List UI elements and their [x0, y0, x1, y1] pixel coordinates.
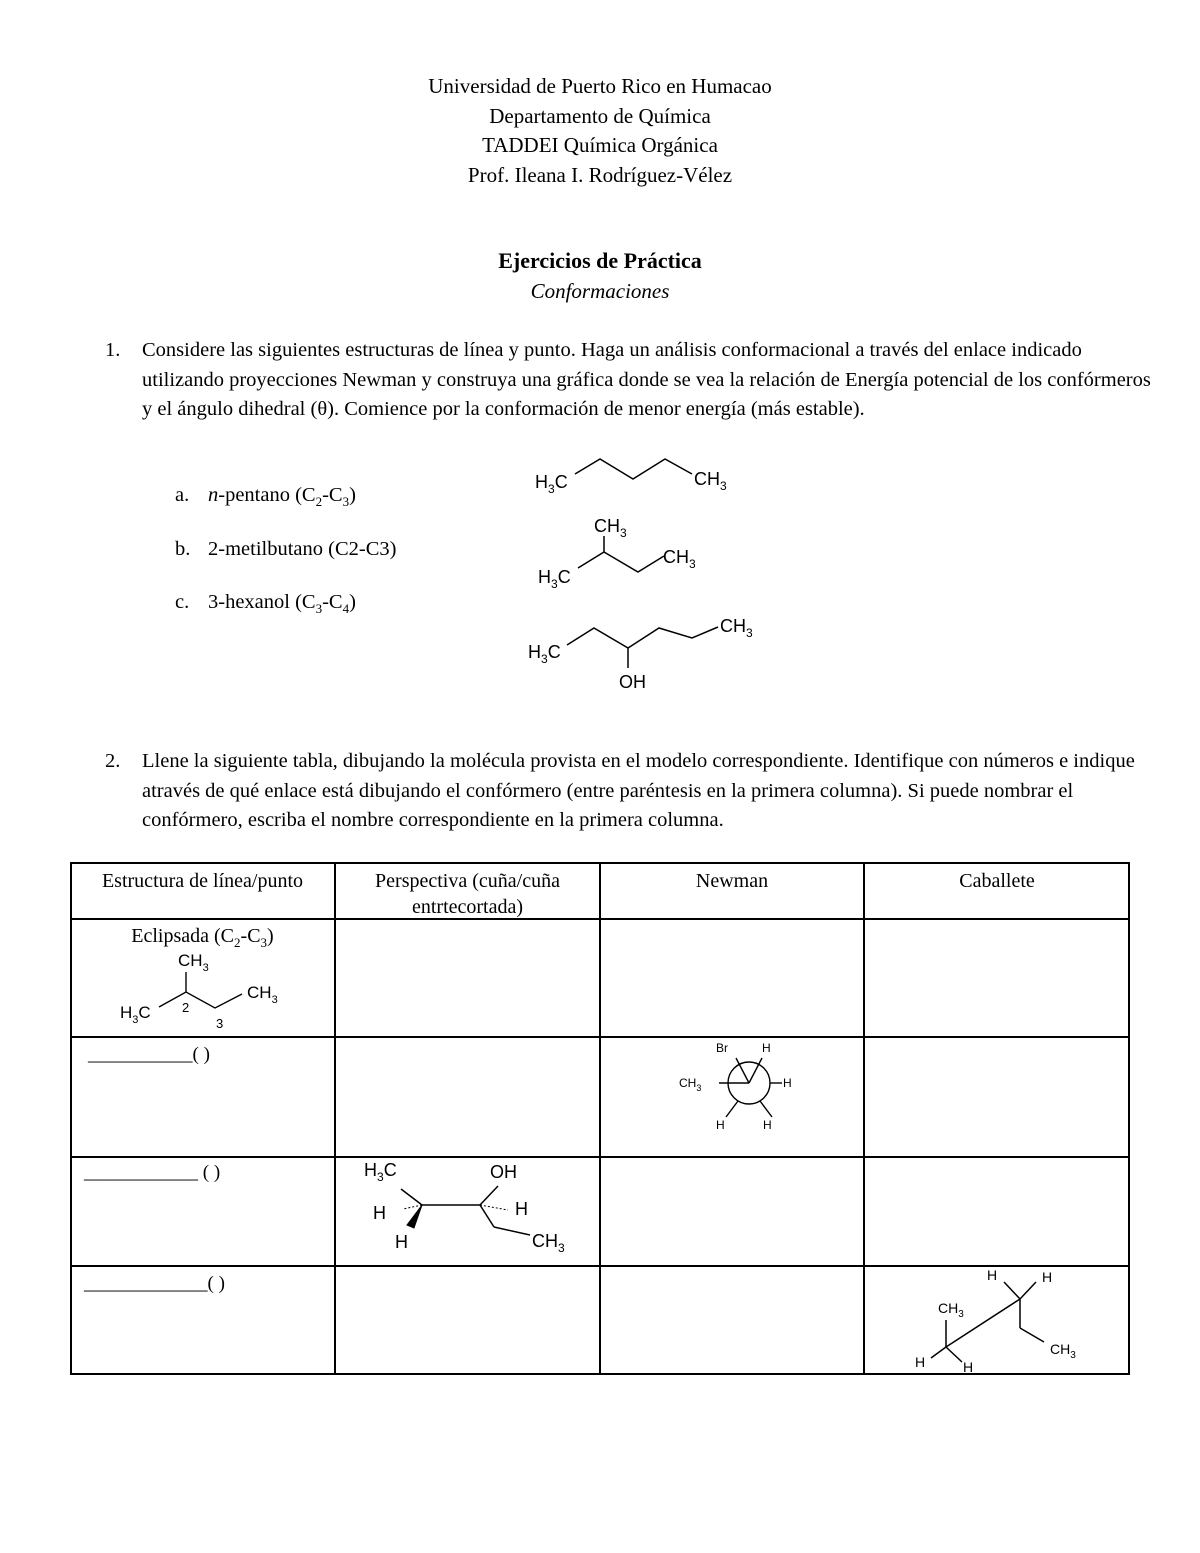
item-text: 3-hexanol $(C_3-C_4)$ [208, 591, 356, 617]
svg-text:H: H [762, 1041, 771, 1055]
svg-text:CH3: $CH_3$ [178, 951, 209, 974]
svg-text:CH3: $CH_3$ [247, 983, 278, 1006]
row1-label: Eclipsada $(C_2-C_3)$ [131, 925, 274, 950]
row3-label-blank: ____________ ( ) [84, 1162, 221, 1183]
hexanol-structure [567, 627, 718, 668]
row1-skeletal-labels [120, 951, 278, 1031]
svg-text:CH3: $CH_3$ [1050, 1341, 1076, 1361]
item-label: c. [175, 591, 190, 613]
question-text: Llene la siguiente tabla, dibujando la molécula provista en el modelo correspondiente. Identifique con números e indique através de qué enlace está dibujando el confórmero (entre paréntesis en la primera columna). Si puede nombrar el confórmero, escriba el nombre correspondiente en la primera columna. [142, 750, 1135, 831]
svg-text:H3C: $H_3C$ [535, 472, 568, 496]
row4-sawhorse-labels [915, 1267, 1076, 1375]
table-drawings [70, 862, 1130, 1375]
header-perspective: Perspectiva (cuña/cuña entrtecortada) [375, 870, 560, 918]
header-line-structure: Estructura de línea/punto [101, 870, 304, 892]
svg-text:OH: OH [619, 672, 646, 692]
hexanol-labels [528, 616, 753, 692]
svg-text:H: H [915, 1354, 926, 1370]
university-name: Universidad de Puerto Rico en Humacao [428, 74, 772, 98]
department-name: Departamento de Química [489, 103, 711, 128]
row3-perspective-structure [401, 1186, 530, 1235]
methylbutane-structure [578, 536, 664, 572]
svg-text:H: H [763, 1118, 772, 1132]
row2-newman-projection [719, 1058, 782, 1117]
item-label: b. [175, 538, 191, 560]
pentane-structure [575, 459, 692, 479]
svg-text:CH3: $CH_3$ [694, 469, 727, 493]
svg-text:CH3: $CH_3$ [663, 547, 696, 571]
svg-text:3: 3 [216, 1016, 224, 1031]
question-number: 2. [105, 750, 121, 772]
svg-text:H: H [963, 1359, 974, 1375]
svg-text:OH: OH [490, 1162, 517, 1182]
q1-structures [0, 0, 1200, 720]
item-text: 2-metilbutano (C2-C3) [208, 538, 397, 560]
svg-text:H: H [1042, 1269, 1053, 1285]
row3-perspective-labels [364, 1160, 565, 1255]
svg-text:H: H [783, 1076, 792, 1090]
pentane-labels [535, 469, 727, 496]
svg-text:H3C: $H_3C$ [538, 567, 571, 591]
row4-label-blank: _____________( ) [84, 1273, 225, 1294]
header-newman: Newman [695, 870, 769, 892]
header-caballete: Caballete [959, 870, 1035, 892]
svg-text:H3C: $H_3C$ [364, 1160, 397, 1184]
svg-text:H3C: $H_3C$ [528, 642, 561, 666]
svg-text:2: 2 [182, 1000, 190, 1015]
professor-name: Prof. Ileana I. Rodríguez-Vélez [467, 162, 733, 187]
row4-sawhorse-structure [931, 1282, 1044, 1362]
svg-text:Br: Br [716, 1041, 728, 1055]
page-title: Ejercicios de Práctica [498, 248, 702, 273]
svg-text:CH3: $CH_3$ [720, 616, 753, 640]
page-subtitle: Conformaciones [530, 279, 670, 303]
svg-text:H: H [395, 1232, 408, 1252]
svg-text:CH3: $CH_3$ [532, 1231, 565, 1255]
item-label: a. [175, 484, 190, 506]
row1-skeletal-structure [159, 972, 242, 1008]
svg-text:H: H [515, 1199, 528, 1219]
svg-text:H: H [373, 1203, 386, 1223]
svg-text:CH3: $CH_3$ [679, 1076, 702, 1093]
svg-text:CH3: $CH_3$ [594, 516, 627, 540]
methylbutane-labels [538, 516, 696, 591]
svg-text:H: H [987, 1267, 998, 1283]
svg-text:H: H [716, 1118, 725, 1132]
item-text: n-pentano $(C_2-C_3)$ [208, 484, 356, 510]
conformer-table [70, 862, 1130, 1375]
row2-label-blank: ___________( ) [88, 1044, 210, 1065]
row2-newman-labels [679, 1041, 792, 1132]
question-text: Considere las siguientes estructuras de línea y punto. Haga un análisis conformacional a través del enlace indicado utilizando proyecciones Newman y construya una gráfica donde se vea la relación de Energía potencial de los confórmeros y el ángulo dihedral (θ). Comience por la conformación de menor energía (más estable). [142, 339, 1151, 420]
question-number: 1. [105, 339, 121, 361]
svg-text:H3C: $H_3C$ [120, 1003, 151, 1026]
svg-text:CH3: $CH_3$ [938, 1300, 964, 1320]
course-name: TADDEI Química Orgánica [482, 133, 718, 157]
